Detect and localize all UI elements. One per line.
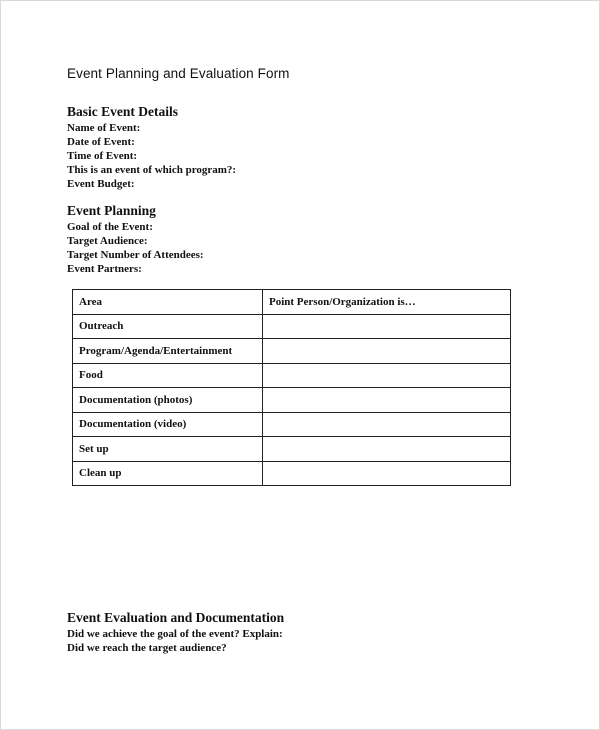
field-label-event-partners: Event Partners: bbox=[67, 263, 142, 275]
table-header-area: Area bbox=[73, 290, 263, 315]
table-row bbox=[73, 461, 511, 486]
table-cell-point-person[interactable] bbox=[263, 388, 511, 413]
field-label-program: This is an event of which program?: bbox=[67, 164, 237, 176]
table-cell-area: Documentation (photos) bbox=[73, 388, 263, 413]
section-heading: Event Planning bbox=[67, 203, 156, 218]
table-cell-point-person[interactable] bbox=[263, 363, 511, 388]
table-cell-area: Food bbox=[73, 363, 263, 388]
field-label-goal: Goal of the Event: bbox=[67, 221, 153, 233]
document-title: Event Planning and Evaluation Form bbox=[67, 66, 290, 81]
table-row bbox=[73, 388, 511, 413]
field-label-event-budget: Event Budget: bbox=[67, 178, 135, 190]
table-cell-area: Program/Agenda/Entertainment bbox=[73, 339, 263, 364]
table-row bbox=[73, 437, 511, 462]
table-row bbox=[73, 363, 511, 388]
table-cell-point-person[interactable] bbox=[263, 314, 511, 339]
field-label-goal-achieved: Did we achieve the goal of the event? Explain: bbox=[67, 628, 283, 640]
table-header-point-person: Point Person/Organization is… bbox=[263, 290, 511, 315]
section-heading: Event Evaluation and Documentation bbox=[67, 610, 285, 625]
field-label-name-of-event: Name of Event: bbox=[67, 122, 141, 134]
table-cell-area: Clean up bbox=[73, 461, 263, 486]
table-header-row bbox=[73, 290, 511, 315]
table-cell-point-person[interactable] bbox=[263, 461, 511, 486]
field-list bbox=[67, 220, 204, 276]
event-evaluation-section bbox=[67, 610, 284, 655]
table-cell-area: Outreach bbox=[73, 314, 263, 339]
table-row bbox=[73, 314, 511, 339]
table-row bbox=[73, 339, 511, 364]
basic-event-details-section bbox=[67, 104, 236, 191]
table-cell-area: Set up bbox=[73, 437, 263, 462]
table-cell-point-person[interactable] bbox=[263, 339, 511, 364]
table-cell-point-person[interactable] bbox=[263, 412, 511, 437]
section-heading: Basic Event Details bbox=[67, 104, 178, 119]
field-list bbox=[67, 627, 284, 655]
field-label-target-attendees: Target Number of Attendees: bbox=[67, 249, 204, 261]
field-list bbox=[67, 121, 236, 191]
field-label-time-of-event: Time of Event: bbox=[67, 150, 138, 162]
table-row bbox=[73, 412, 511, 437]
table-cell-area: Documentation (video) bbox=[73, 412, 263, 437]
responsibility-table bbox=[72, 289, 511, 486]
table-cell-point-person[interactable] bbox=[263, 437, 511, 462]
field-label-target-audience: Target Audience: bbox=[67, 235, 148, 247]
event-planning-section bbox=[67, 203, 204, 276]
field-label-date-of-event: Date of Event: bbox=[67, 136, 135, 148]
field-label-reached-audience: Did we reach the target audience? bbox=[67, 642, 227, 654]
responsibility-table-container bbox=[72, 289, 511, 486]
